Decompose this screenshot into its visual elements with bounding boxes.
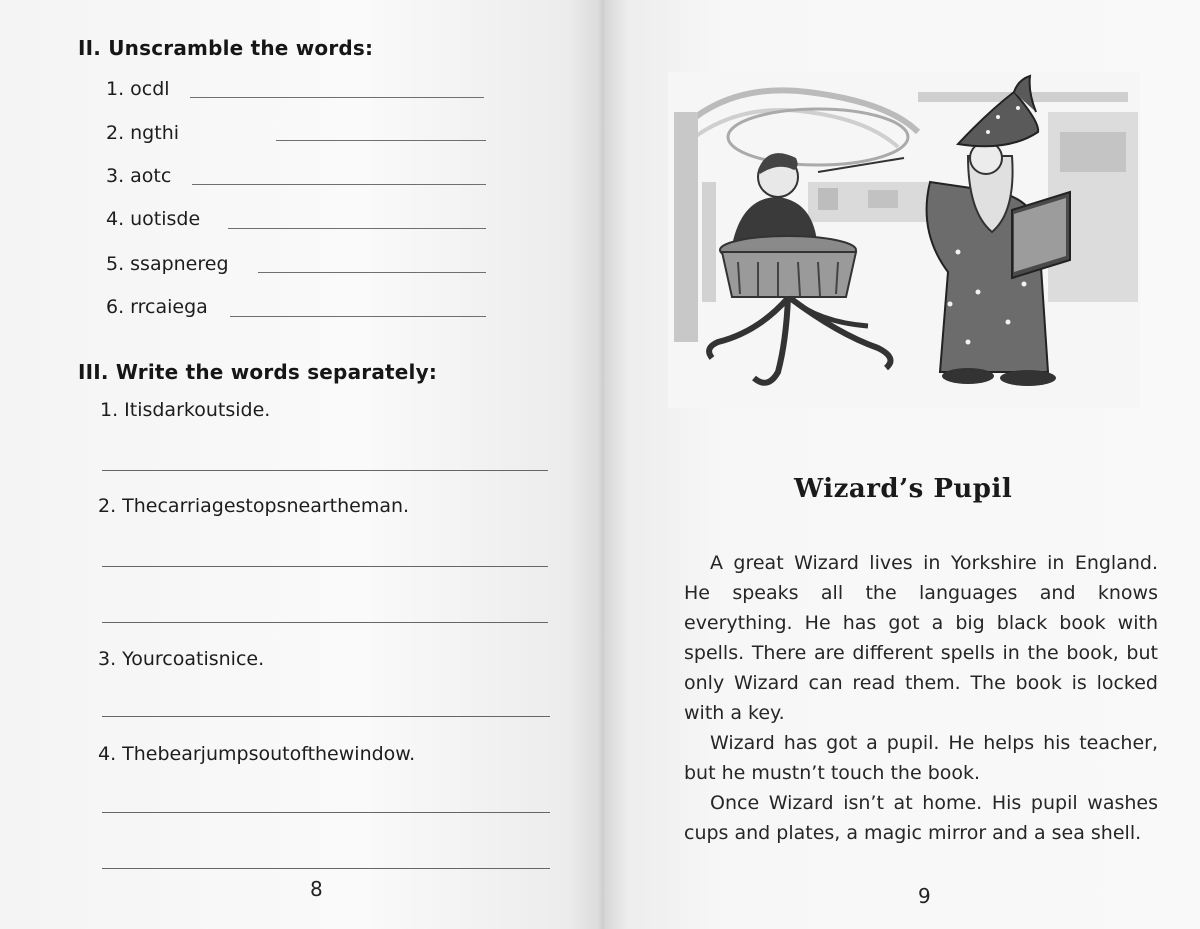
separate-item-3	[98, 648, 264, 670]
answer-line	[276, 140, 486, 141]
scrambled-word: ssapnereg	[130, 253, 229, 275]
item-number: 2.	[106, 122, 125, 144]
item-number: 1.	[100, 399, 119, 421]
joined-sentence: Thebearjumpsoutofthewindow.	[122, 743, 416, 765]
unscramble-item-2	[106, 122, 179, 144]
unscramble-item-3	[106, 165, 171, 187]
story-text	[684, 548, 1158, 848]
separate-item-1	[100, 399, 270, 421]
joined-sentence: Itisdarkoutside.	[124, 399, 271, 421]
answer-line	[102, 716, 550, 717]
page-number-left: 8	[310, 877, 323, 901]
answer-line	[190, 97, 484, 98]
story-title: Wizard’s Pupil	[794, 474, 1013, 504]
item-number: 6.	[106, 296, 125, 318]
unscramble-item-5	[106, 253, 229, 275]
wizard-and-pupil-illustration	[668, 72, 1140, 408]
answer-line	[228, 228, 486, 229]
item-number: 3.	[98, 648, 117, 670]
separate-item-4	[98, 743, 415, 765]
story-paragraph-3: Once Wizard isn’t at home. His pupil washes cups and plates, a magic mirror and a sea shell.	[684, 792, 1158, 844]
unscramble-item-4	[106, 208, 200, 230]
scrambled-word: rrcaiega	[130, 296, 208, 318]
answer-line	[102, 622, 548, 623]
answer-line	[102, 812, 550, 813]
separate-item-2	[98, 495, 409, 517]
item-number: 4.	[106, 208, 125, 230]
separate-words-heading: III. Write the words separately:	[78, 360, 438, 384]
scrambled-word: ngthi	[130, 122, 180, 144]
scrambled-word: aotc	[130, 165, 172, 187]
story-paragraph-2: Wizard has got a pupil. He helps his teacher, but he mustn’t touch the book.	[684, 732, 1158, 784]
answer-line	[102, 566, 548, 567]
joined-sentence: Yourcoatisnice.	[122, 648, 265, 670]
item-number: 4.	[98, 743, 117, 765]
scrambled-word: uotisde	[130, 208, 201, 230]
item-number: 3.	[106, 165, 125, 187]
unscramble-heading: II. Unscramble the words:	[78, 36, 374, 60]
page-number-right: 9	[918, 884, 931, 908]
story-paragraph-1: A great Wizard lives in Yorkshire in England. He speaks all the languages and knows everything. He has got a big black book with spells. There are different spells in the book, but only Wizard can read them. The book is locked with a key.	[684, 552, 1158, 724]
unscramble-item-6	[106, 296, 208, 318]
answer-line	[230, 316, 486, 317]
item-number: 2.	[98, 495, 117, 517]
scrambled-word: ocdl	[130, 78, 170, 100]
answer-line	[102, 868, 550, 869]
answer-line	[192, 184, 486, 185]
unscramble-item-1	[106, 78, 170, 100]
joined-sentence: Thecarriagestopsneartheman.	[122, 495, 410, 517]
item-number: 5.	[106, 253, 125, 275]
answer-line	[102, 470, 548, 471]
answer-line	[258, 272, 486, 273]
item-number: 1.	[106, 78, 125, 100]
